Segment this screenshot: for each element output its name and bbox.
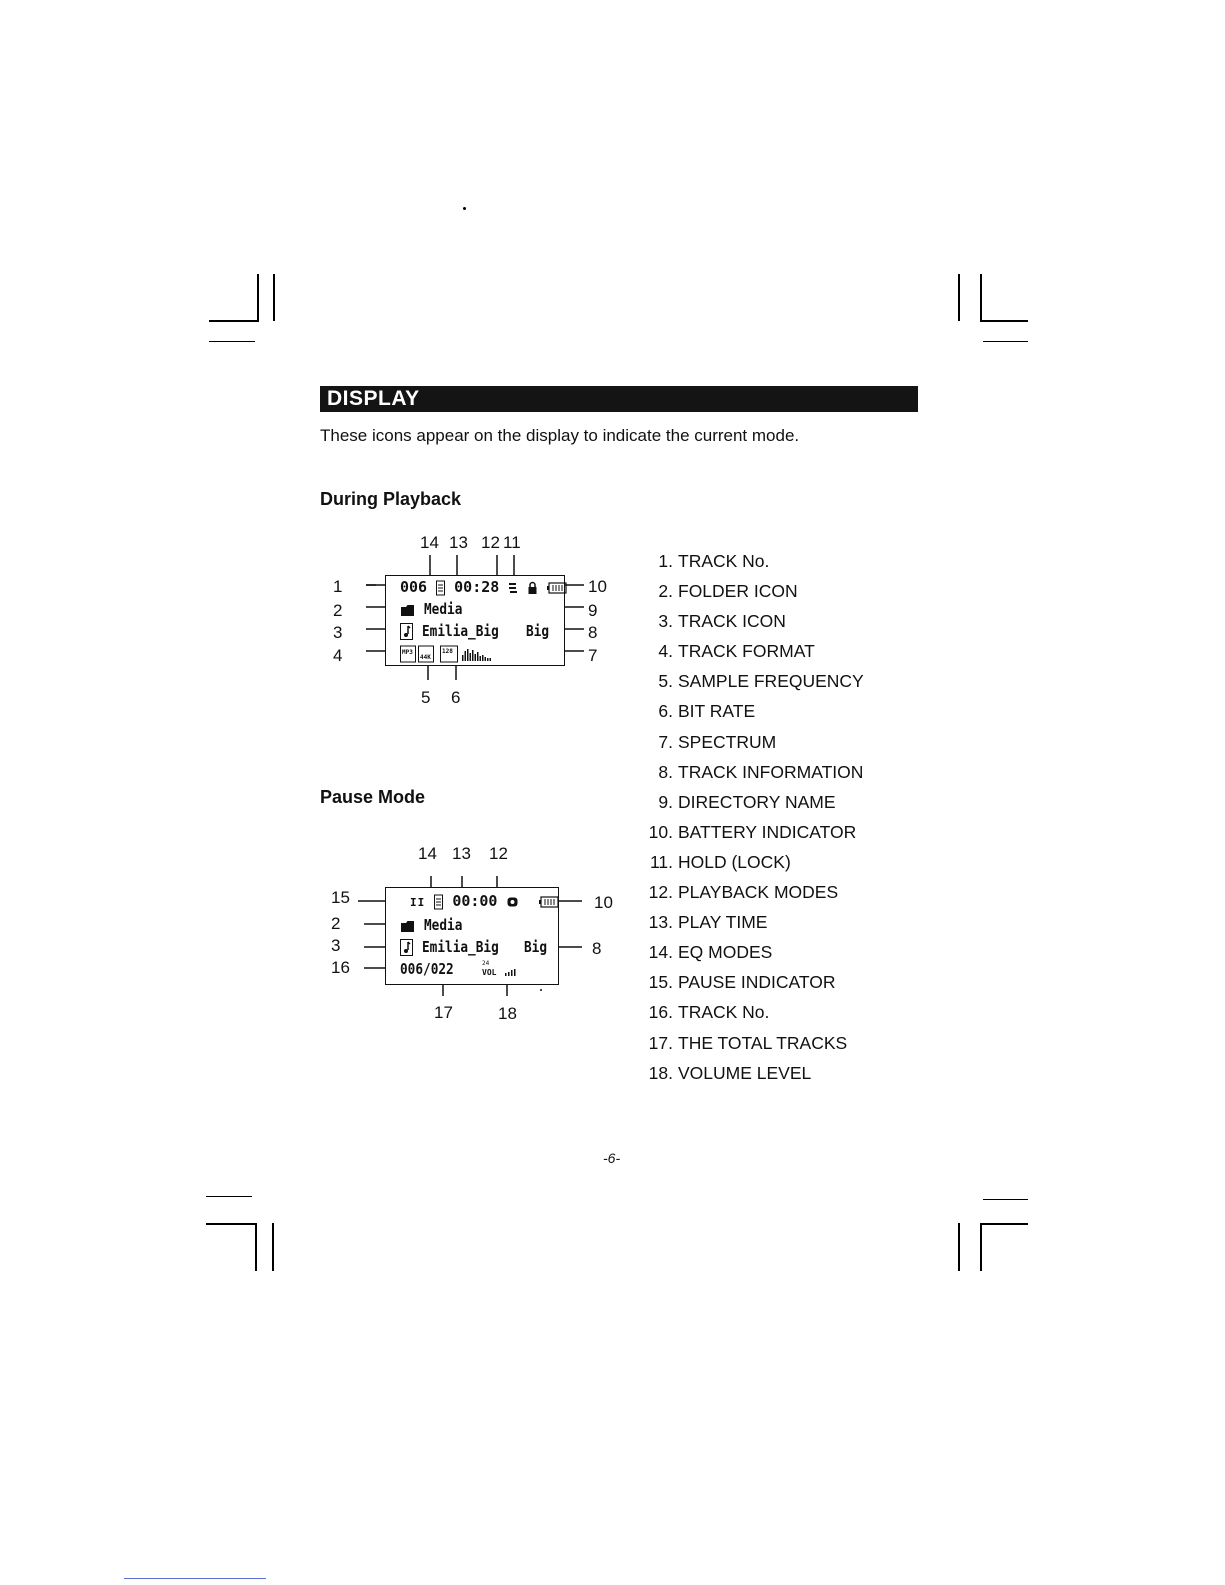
battery-icon xyxy=(547,582,567,594)
callout-number: 10 xyxy=(588,577,607,596)
list-item: 2. FOLDER ICON xyxy=(658,581,798,602)
bit-rate-tag: 128 xyxy=(442,647,453,655)
callout-number: 18 xyxy=(498,1004,517,1023)
crop-mark xyxy=(257,274,259,321)
track-information-right: Big xyxy=(524,938,548,956)
list-item: 7. SPECTRUM xyxy=(658,731,777,752)
intro-text: These icons appear on the display to indicate the current mode. xyxy=(320,426,800,445)
lock-icon xyxy=(527,581,538,595)
play-time: 00:00 xyxy=(452,892,498,910)
battery-icon xyxy=(539,896,559,908)
crop-mark xyxy=(980,1223,982,1271)
callout-number: 15 xyxy=(331,888,350,907)
callout-number: 9 xyxy=(588,601,598,620)
list-item: 3. TRACK ICON xyxy=(658,611,786,632)
play-time: 00:28 xyxy=(454,578,500,596)
crop-mark xyxy=(983,1199,1028,1200)
list-item: 15. PAUSE INDICATOR xyxy=(648,972,836,993)
track-count: 006/022 xyxy=(400,960,454,978)
folder-icon xyxy=(400,603,415,617)
directory-name: Media xyxy=(424,600,463,618)
pause-heading: Pause Mode xyxy=(320,787,426,807)
callout-number: 2 xyxy=(331,914,341,933)
list-item: 12. PLAYBACK MODES xyxy=(648,882,839,903)
track-icon xyxy=(400,939,413,956)
callout-number: 7 xyxy=(588,646,598,665)
pause-lcd-screen xyxy=(385,887,559,985)
track-information-right: Big xyxy=(526,622,550,640)
callout-number: 1 xyxy=(333,577,343,596)
eq-mode-icon xyxy=(434,894,443,910)
pause-indicator: II xyxy=(410,896,426,909)
page-number: -6- xyxy=(603,1150,621,1166)
list-item: 9. DIRECTORY NAME xyxy=(658,791,836,812)
legend-list xyxy=(647,546,864,1088)
list-item: 10. BATTERY INDICATOR xyxy=(648,821,857,842)
list-item: 4. TRACK FORMAT xyxy=(658,641,815,662)
list-item: 16. TRACK No. xyxy=(648,1002,770,1023)
callout-number: 5 xyxy=(421,688,431,707)
callout-number: 13 xyxy=(449,533,468,552)
callout-number: 14 xyxy=(418,844,437,863)
eq-mode-icon xyxy=(436,580,445,596)
crop-mark xyxy=(983,341,1028,342)
callout-number: 17 xyxy=(434,1003,453,1022)
bottom-edge-line xyxy=(124,1578,266,1579)
crop-mark xyxy=(463,207,466,210)
crop-mark xyxy=(255,1223,257,1271)
track-information: Emilia_Big xyxy=(422,622,499,640)
callout-number: 3 xyxy=(331,936,341,955)
playback-heading: During Playback xyxy=(320,489,462,509)
crop-mark xyxy=(980,274,982,321)
volume-number: 24 xyxy=(482,960,490,967)
crop-mark xyxy=(272,1223,274,1271)
track-information: Emilia_Big xyxy=(422,938,499,956)
crop-mark xyxy=(958,1223,960,1271)
callout-number: 13 xyxy=(452,844,471,863)
playback-mode-icon xyxy=(507,897,518,907)
callout-number: 14 xyxy=(420,533,439,552)
callout-number: 16 xyxy=(331,958,350,977)
folder-icon xyxy=(400,919,415,933)
crop-mark xyxy=(206,1223,256,1225)
crop-mark xyxy=(209,341,255,342)
list-item: 8. TRACK INFORMATION xyxy=(658,761,864,782)
crop-mark xyxy=(958,274,960,321)
list-item: 11. HOLD (LOCK) xyxy=(649,851,791,872)
playback-lcd-screen xyxy=(385,575,565,666)
callout-number: 8 xyxy=(592,939,602,958)
section-header-bar xyxy=(320,386,918,412)
sample-frequency-tag: 44K xyxy=(420,653,431,661)
crop-mark xyxy=(206,1196,252,1197)
list-item: 5. SAMPLE FREQUENCY xyxy=(658,671,864,692)
list-item: 14. EQ MODES xyxy=(648,942,773,963)
track-format-tag: MP3 xyxy=(402,648,413,656)
volume-bars-icon xyxy=(504,968,520,977)
callout-number: 12 xyxy=(481,533,500,552)
list-item: 6. BIT RATE xyxy=(658,701,756,722)
crop-mark xyxy=(273,274,275,321)
callout-number: 12 xyxy=(489,844,508,863)
crop-mark xyxy=(980,1223,1028,1225)
callout-number: 11 xyxy=(503,533,521,552)
section-title: DISPLAY xyxy=(327,387,420,410)
crop-mark xyxy=(980,320,1028,322)
list-item: 17. THE TOTAL TRACKS xyxy=(648,1032,848,1053)
track-number: 006 xyxy=(400,578,428,596)
track-icon xyxy=(400,623,413,640)
playback-mode-icon xyxy=(508,580,518,596)
format-frequency-bitrate-icons xyxy=(400,645,510,663)
callout-number: 2 xyxy=(333,601,343,620)
crop-mark xyxy=(209,320,259,322)
volume-level-text: VOL xyxy=(482,968,497,977)
list-item: 1. TRACK No. xyxy=(658,551,770,571)
list-item: 13. PLAY TIME xyxy=(648,912,768,933)
list-item: 18. VOLUME LEVEL xyxy=(648,1062,812,1083)
callout-number: 8 xyxy=(588,623,598,642)
callout-number: 6 xyxy=(451,688,461,707)
callout-number: 10 xyxy=(594,893,613,912)
directory-name: Media xyxy=(424,916,463,934)
callout-number: 3 xyxy=(333,623,343,642)
callout-number: 4 xyxy=(333,646,343,665)
